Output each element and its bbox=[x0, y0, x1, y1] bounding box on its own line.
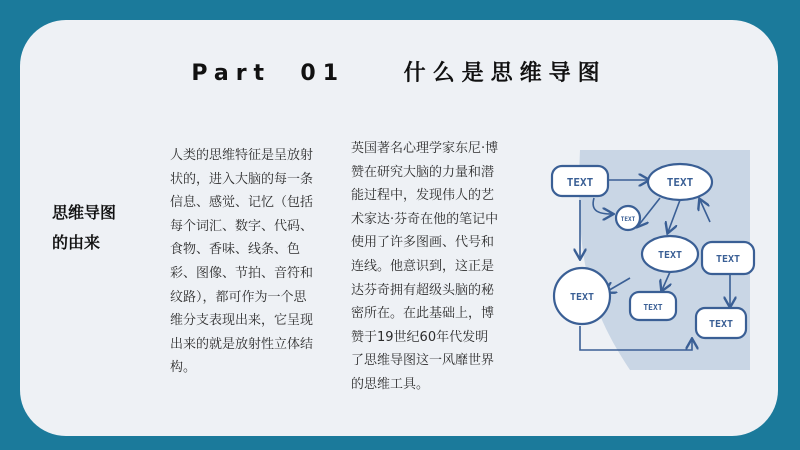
diagram-node-label: TEXT bbox=[666, 176, 694, 189]
diagram-node-label: TEXT bbox=[657, 250, 683, 261]
diagram-node-label: TEXT bbox=[620, 216, 636, 223]
body-paragraph-2: 英国著名心理学家东尼·博赞在研究大脑的力量和潜能过程中，发现伟人的艺术家达·芬奇在他的笔记中使用了许多图画、代号和连线。他意识到，这正是达芬奇拥有超级头脑的秘密所在。在此基础上，博赞于19世纪60年代发明了思维导图这一风靡世界的思维工具。 bbox=[351, 141, 499, 392]
diagram-node-label: TEXT bbox=[566, 176, 594, 189]
mind-map-illustration bbox=[520, 140, 760, 370]
topic-heading-line1: 思维导图 bbox=[52, 203, 117, 222]
topic-heading-line2: 的由来 bbox=[52, 233, 101, 252]
diagram-node-label: TEXT bbox=[715, 254, 741, 265]
diagram-node-label: TEXT bbox=[643, 303, 663, 312]
slide-card bbox=[20, 20, 778, 436]
slide-title: Part 01 什么是思维导图 bbox=[191, 61, 607, 86]
diagram-node-label: TEXT bbox=[569, 292, 595, 303]
body-paragraph-1: 人类的思维特征是呈放射状的，进入大脑的每一条信息、感觉、记忆（包括每个词汇、数字、代码、食物、香味、线条、色彩、图像、节拍、音符和纹路），都可作为一个思维分支表现出来，它呈现出来的就是放射性立体结构。 bbox=[170, 148, 314, 376]
topic-heading bbox=[52, 198, 142, 258]
diagram-node-label: TEXT bbox=[708, 319, 734, 330]
